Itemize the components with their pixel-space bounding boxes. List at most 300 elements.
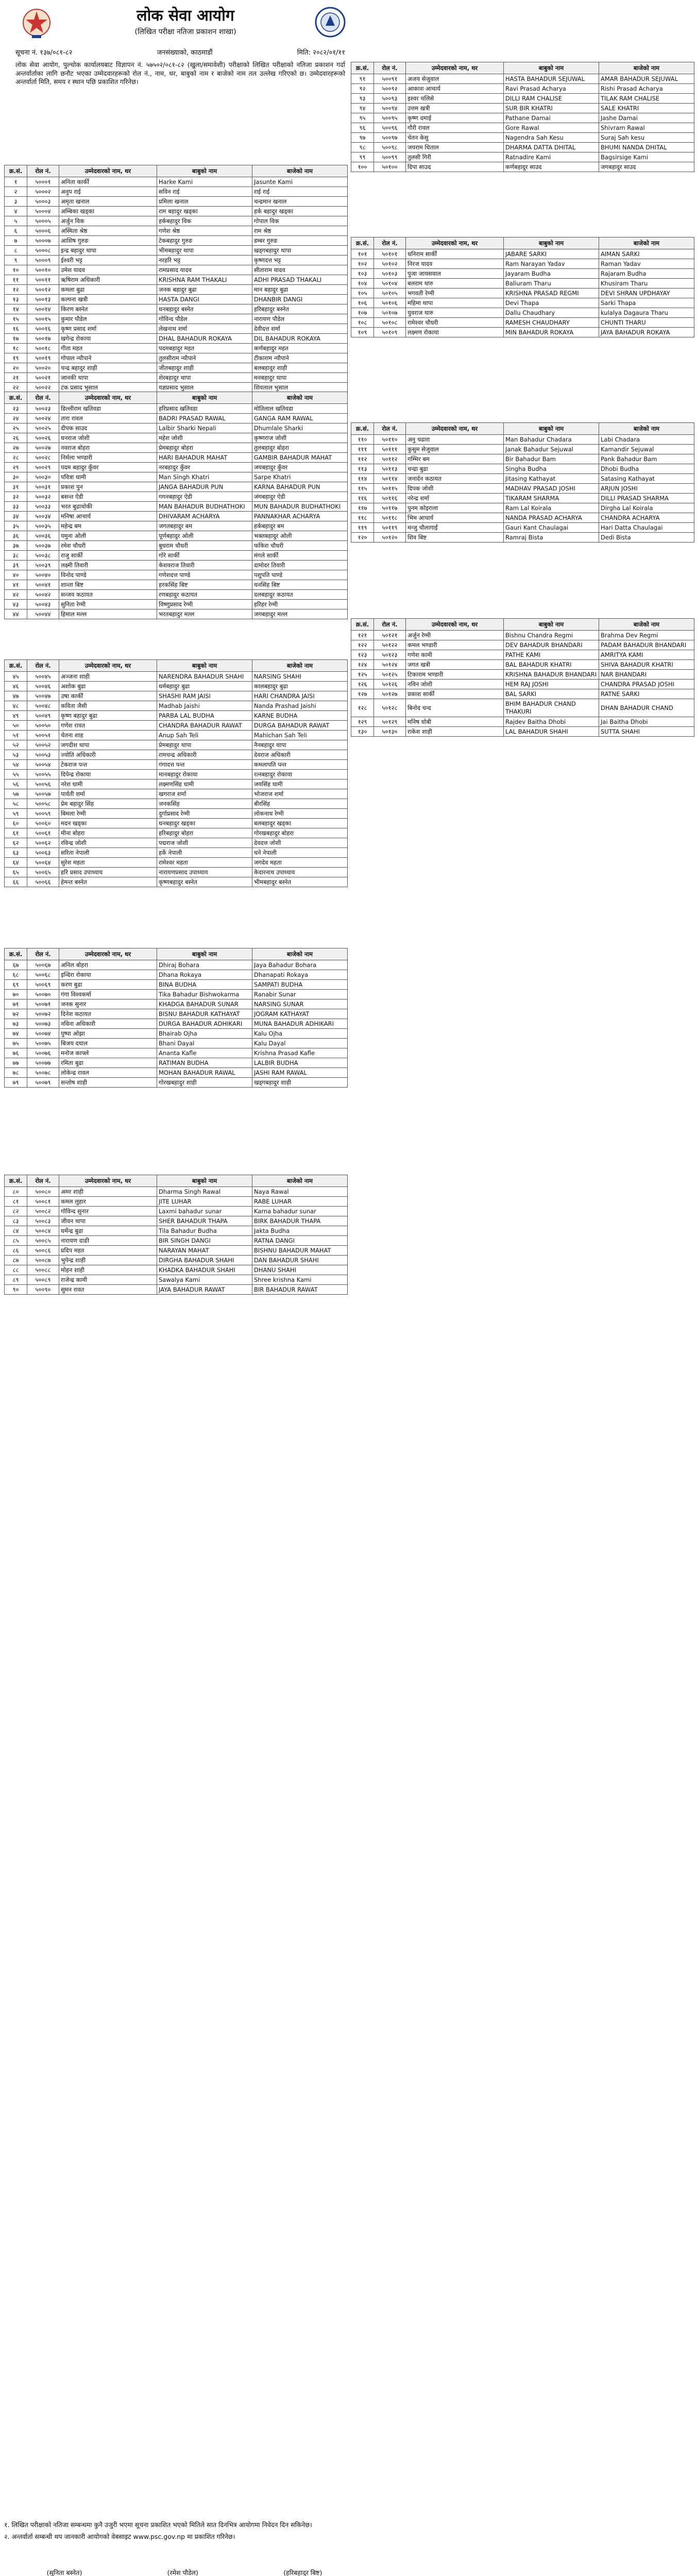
cell-name: रविन्द्र जोशी bbox=[59, 838, 157, 848]
table-row bbox=[351, 503, 694, 513]
cell-father: धर्मबहादुर बुढा bbox=[157, 682, 252, 691]
cell-sn: ७० bbox=[5, 990, 27, 999]
table-row bbox=[351, 84, 694, 94]
cell-grandfather: Suraj Sah kesu bbox=[599, 133, 694, 143]
cell-grandfather: Rishi Prasad Acharya bbox=[599, 84, 694, 94]
cell-father: Dallu Chaudhary bbox=[504, 308, 599, 318]
cell-name: अञ्जना शाही bbox=[59, 672, 157, 682]
cell-roll: ५००६१ bbox=[27, 828, 59, 838]
table-row bbox=[5, 819, 348, 828]
cell-name: राजु सार्की bbox=[59, 551, 157, 561]
cell-grandfather: जयबहादुर कुँवर bbox=[252, 463, 348, 472]
cell-roll: ५००९१ bbox=[374, 74, 406, 84]
cell-roll: ५००४२ bbox=[27, 590, 59, 600]
footer-notes bbox=[4, 2520, 693, 2544]
table-row bbox=[5, 672, 348, 682]
cell-roll: ५००१३ bbox=[27, 295, 59, 304]
cell-sn: ५६ bbox=[5, 779, 27, 789]
cell-father: धनबहादुर खड्का bbox=[157, 819, 252, 828]
cell-roll: ५०११० bbox=[374, 435, 406, 445]
cell-sn: ९३ bbox=[351, 94, 374, 104]
cell-name: अनिल बोहरा bbox=[59, 960, 157, 970]
result-table bbox=[4, 392, 348, 619]
table-row bbox=[5, 1207, 348, 1216]
table-row bbox=[5, 570, 348, 580]
cell-father: BADRI PRASAD RAWAL bbox=[157, 414, 252, 423]
table-row bbox=[5, 1226, 348, 1236]
cell-grandfather: कालबहादुर बुढा bbox=[252, 682, 348, 691]
cell-name: धनराज जोशी bbox=[59, 433, 157, 443]
cell-grandfather: BIR BAHADUR RAWAT bbox=[252, 1285, 348, 1295]
cell-name: अर्जुन रेग्मी bbox=[406, 631, 504, 640]
cell-sn: ३९ bbox=[5, 561, 27, 570]
cell-father: रामचन्द्र अधिकारी bbox=[157, 750, 252, 760]
cell-name: दिनेश कठायत bbox=[59, 1009, 157, 1019]
cell-roll: ५००४४ bbox=[27, 609, 59, 619]
column-header-grandfather: बाजेको नाम bbox=[252, 392, 348, 404]
cell-roll: ५००५२ bbox=[27, 740, 59, 750]
cell-grandfather: ARJUN JOSHI bbox=[599, 484, 694, 494]
cell-roll: ५०१०० bbox=[374, 162, 406, 172]
cell-sn: १४ bbox=[5, 304, 27, 314]
table-row bbox=[351, 680, 694, 689]
cell-grandfather: Labi Chadara bbox=[599, 435, 694, 445]
cell-name: पुष्पा ओझा bbox=[59, 1029, 157, 1039]
table-header-row bbox=[5, 948, 348, 960]
cell-grandfather: बीरसिंह bbox=[252, 799, 348, 809]
cell-name: मनिषा आचार्य bbox=[59, 512, 157, 521]
cell-father: केशवराज तिवारी bbox=[157, 561, 252, 570]
table-row bbox=[5, 521, 348, 531]
nepal-emblem-icon bbox=[21, 4, 53, 40]
table-row bbox=[351, 454, 694, 464]
cell-name: इन्द्र बहादुर थापा bbox=[59, 246, 157, 256]
cell-roll: ५००६० bbox=[27, 819, 59, 828]
cell-father: Ananta Kafle bbox=[157, 1048, 252, 1058]
cell-grandfather: Dedi Bista bbox=[599, 533, 694, 543]
cell-roll: ५०१०४ bbox=[374, 279, 406, 289]
cell-name: लक्ष्मी तिवारी bbox=[59, 561, 157, 570]
cell-grandfather: Shivram Rawal bbox=[599, 123, 694, 133]
cell-roll: ५००८५ bbox=[27, 1236, 59, 1246]
cell-sn: २३ bbox=[5, 404, 27, 414]
cell-name: टिकाराम भण्डारी bbox=[406, 670, 504, 680]
cell-roll: ५००२२ bbox=[27, 383, 59, 393]
cell-name: बसन्त ऐडी bbox=[59, 492, 157, 502]
table-row bbox=[5, 363, 348, 373]
cell-sn: १११ bbox=[351, 445, 374, 454]
cell-name: लक्ष्मण रोकाया bbox=[406, 328, 504, 337]
table-row bbox=[351, 259, 694, 269]
cell-father: KRISHNA PRASAD REGMI bbox=[504, 289, 599, 298]
result-table-3 bbox=[4, 659, 347, 887]
cell-sn: १२३ bbox=[351, 650, 374, 660]
cell-father: JABARE SARKI bbox=[504, 249, 599, 259]
cell-grandfather: देवीदत्त शर्मा bbox=[252, 324, 348, 334]
cell-name: बिमला रेग्मी bbox=[59, 809, 157, 819]
column-header-sn: क्र.सं. bbox=[351, 619, 374, 631]
cell-father: रणबहादुर कठायत bbox=[157, 590, 252, 600]
cell-roll: ५०१२२ bbox=[374, 640, 406, 650]
result-table bbox=[351, 62, 694, 172]
cell-father: MIN BAHADUR ROKAYA bbox=[504, 328, 599, 337]
cell-sn: २२ bbox=[5, 383, 27, 393]
cell-roll: ५००४९ bbox=[27, 711, 59, 721]
cell-grandfather: धने नेपाली bbox=[252, 848, 348, 858]
cell-name: ऋषिराम अधिकारी bbox=[59, 275, 157, 285]
cell-sn: ६ bbox=[5, 226, 27, 236]
column-header-grandfather: बाजेको नाम bbox=[599, 619, 694, 631]
table-row bbox=[5, 383, 348, 393]
cell-roll: ५०१२४ bbox=[374, 660, 406, 670]
cell-father: Man Bahadur Chadara bbox=[504, 435, 599, 445]
cell-sn: ४३ bbox=[5, 600, 27, 609]
cell-roll: ५०१०२ bbox=[374, 259, 406, 269]
cell-name: पार्वती शर्मा bbox=[59, 789, 157, 799]
column-header-grandfather: बाजेको नाम bbox=[252, 660, 348, 672]
table-row bbox=[351, 474, 694, 484]
cell-sn: १३ bbox=[5, 295, 27, 304]
cell-sn: १७ bbox=[5, 334, 27, 344]
cell-father: गोरखबहादुर शाही bbox=[157, 1078, 252, 1088]
cell-grandfather: Jakta Budha bbox=[252, 1226, 348, 1236]
cell-roll: ५००६९ bbox=[27, 980, 59, 990]
cell-sn: ७८ bbox=[5, 1068, 27, 1078]
table-row bbox=[5, 868, 348, 877]
cell-grandfather: DILLI PRASAD SHARMA bbox=[599, 494, 694, 503]
cell-father: Harke Kami bbox=[157, 177, 252, 187]
table-row bbox=[351, 123, 694, 133]
cell-grandfather: दलबहादुर कठायत bbox=[252, 590, 348, 600]
cell-name: डिल्लीराम खतिवडा bbox=[59, 404, 157, 414]
cell-grandfather: SUTTA SHAHI bbox=[599, 727, 694, 737]
cell-sn: ८४ bbox=[5, 1226, 27, 1236]
table-row bbox=[5, 828, 348, 838]
cell-father: गंगादत्त पन्त bbox=[157, 760, 252, 770]
cell-grandfather: हर्क बहादुर खड्का bbox=[252, 207, 348, 216]
cell-roll: ५००८६ bbox=[27, 1246, 59, 1256]
cell-sn: ८५ bbox=[5, 1236, 27, 1246]
cell-sn: १२५ bbox=[351, 670, 374, 680]
cell-father: SUR BIR KHATRI bbox=[504, 104, 599, 113]
cell-grandfather: RATNA DANGI bbox=[252, 1236, 348, 1246]
cell-sn: २० bbox=[5, 363, 27, 373]
cell-name: सुमन रावत bbox=[59, 1285, 157, 1295]
cell-father: PATHE KAMI bbox=[504, 650, 599, 660]
column-header-father: बाबुको नाम bbox=[504, 238, 599, 249]
column-header-grandfather: बाजेको नाम bbox=[599, 62, 694, 74]
cell-grandfather: हरिहर रेग्मी bbox=[252, 600, 348, 609]
cell-grandfather: Brahma Dev Regmi bbox=[599, 631, 694, 640]
cell-roll: ५००१८ bbox=[27, 344, 59, 353]
cell-roll: ५०१२९ bbox=[374, 717, 406, 727]
cell-roll: ५००४१ bbox=[27, 580, 59, 590]
cell-sn: १०२ bbox=[351, 259, 374, 269]
cell-sn: १३० bbox=[351, 727, 374, 737]
cell-grandfather: DEVI SHRAN UPDHAYAY bbox=[599, 289, 694, 298]
table-row bbox=[351, 143, 694, 152]
cell-father: हर्कबहादुर विक bbox=[157, 216, 252, 226]
table-row bbox=[5, 275, 348, 285]
cell-name: मनिष धोबी bbox=[406, 717, 504, 727]
cell-roll: ५०१२५ bbox=[374, 670, 406, 680]
cell-name: अस्मिता श्रेष्ठ bbox=[59, 226, 157, 236]
cell-father: Tika Bahadur Bishwokarma bbox=[157, 990, 252, 999]
cell-sn: २८ bbox=[5, 453, 27, 463]
cell-roll: ५००३४ bbox=[27, 512, 59, 521]
cell-sn: ८९ bbox=[5, 1275, 27, 1285]
table-row bbox=[5, 990, 348, 999]
cell-sn: ६७ bbox=[5, 960, 27, 970]
cell-grandfather: Kamandir Sejuwal bbox=[599, 445, 694, 454]
cell-father: BISNU BAHADUR KATHAYAT bbox=[157, 1009, 252, 1019]
cell-name: इश्वर चलिसे bbox=[406, 94, 504, 104]
cell-father: MADHAV PRASAD JOSHI bbox=[504, 484, 599, 494]
cell-roll: ५००१६ bbox=[27, 324, 59, 334]
cell-sn: १ bbox=[5, 177, 27, 187]
cell-grandfather: डम्बर गुरुङ bbox=[252, 236, 348, 246]
cell-grandfather: AIMAN SARKI bbox=[599, 249, 694, 259]
cell-sn: ९९ bbox=[351, 152, 374, 162]
cell-father: Nagendra Sah Kesu bbox=[504, 133, 599, 143]
cell-grandfather: हर्कबहादुर बम bbox=[252, 521, 348, 531]
cell-grandfather: Mahichan Sah Teli bbox=[252, 731, 348, 740]
cell-roll: ५००५४ bbox=[27, 760, 59, 770]
cell-roll: ५०११५ bbox=[374, 484, 406, 494]
cell-name: मदन खड्का bbox=[59, 819, 157, 828]
cell-name: विनोद पाण्डे bbox=[59, 570, 157, 580]
cell-sn: २४ bbox=[5, 414, 27, 423]
cell-name: दिपक जोशी bbox=[406, 484, 504, 494]
cell-sn: ४५ bbox=[5, 672, 27, 682]
cell-roll: ५०१२३ bbox=[374, 650, 406, 660]
column-header-father: बाबुको नाम bbox=[157, 660, 252, 672]
cell-roll: ५००९८ bbox=[374, 143, 406, 152]
cell-roll: ५०१०५ bbox=[374, 289, 406, 298]
cell-name: जगत खत्री bbox=[406, 660, 504, 670]
table-header-row bbox=[5, 1175, 348, 1187]
column-header-father: बाबुको नाम bbox=[504, 423, 599, 435]
table-header-row bbox=[5, 392, 348, 404]
cell-name: सन्जय कठायत bbox=[59, 590, 157, 600]
cell-sn: २९ bbox=[5, 463, 27, 472]
cell-sn: ३३ bbox=[5, 502, 27, 512]
cell-father: BAL BAHADUR KHATRI bbox=[504, 660, 599, 670]
table-row bbox=[5, 541, 348, 551]
cell-roll: ५००५८ bbox=[27, 799, 59, 809]
table-row bbox=[5, 1048, 348, 1058]
cell-sn: ११ bbox=[5, 275, 27, 285]
cell-roll: ५००५९ bbox=[27, 809, 59, 819]
table-row bbox=[351, 328, 694, 337]
cell-name: गणेश रावत bbox=[59, 721, 157, 731]
cell-sn: ७२ bbox=[5, 1009, 27, 1019]
cell-name: राकेश शाही bbox=[406, 727, 504, 737]
cell-sn: ९२ bbox=[351, 84, 374, 94]
cell-sn: २ bbox=[5, 187, 27, 197]
table-row bbox=[351, 162, 694, 172]
cell-father: DHIVARAM ACHARYA bbox=[157, 512, 252, 521]
cell-father: Rajdev Baitha Dhobi bbox=[504, 717, 599, 727]
cell-father: JANGA BAHADUR PUN bbox=[157, 482, 252, 492]
cell-name: गौरी रावल bbox=[406, 123, 504, 133]
cell-father: Janak Bahadur Sejuwal bbox=[504, 445, 599, 454]
cell-sn: १०४ bbox=[351, 279, 374, 289]
cell-grandfather: भीमबहादुर बस्नेत bbox=[252, 877, 348, 887]
cell-sn: ३४ bbox=[5, 512, 27, 521]
cell-father: गोरे सार्की bbox=[157, 551, 252, 561]
table-row bbox=[5, 701, 348, 711]
cell-name: रामेश्वर चौधरी bbox=[406, 318, 504, 328]
cell-name: नरेश धामी bbox=[59, 779, 157, 789]
cell-grandfather: Satasing Kathayat bbox=[599, 474, 694, 484]
cell-sn: १६ bbox=[5, 324, 27, 334]
column-header-sn: क्र.सं. bbox=[351, 423, 374, 435]
cell-name: दीपक साउद bbox=[59, 423, 157, 433]
cell-father: SHASHI RAM JAISI bbox=[157, 691, 252, 701]
table-row bbox=[351, 464, 694, 474]
header bbox=[0, 0, 697, 62]
cell-roll: ५०१२७ bbox=[374, 689, 406, 699]
cell-roll: ५००४६ bbox=[27, 682, 59, 691]
table-row bbox=[351, 533, 694, 543]
cell-roll: ५०१२१ bbox=[374, 631, 406, 640]
cell-sn: ३५ bbox=[5, 521, 27, 531]
cell-name: अर्जुन विक bbox=[59, 216, 157, 226]
cell-grandfather: देवराज अधिकारी bbox=[252, 750, 348, 760]
cell-roll: ५००२० bbox=[27, 363, 59, 373]
cell-father: NARENDRA BAHADUR SHAHI bbox=[157, 672, 252, 682]
cell-grandfather: ADHI PRASAD THAKALI bbox=[252, 275, 348, 285]
table-row bbox=[5, 848, 348, 858]
table-header-row bbox=[351, 619, 694, 631]
page-title: लोक सेवा आयोग bbox=[137, 7, 234, 25]
cell-grandfather: DHANU SHAHI bbox=[252, 1265, 348, 1275]
cell-father: कर्णबहादुर साउद bbox=[504, 162, 599, 172]
cell-name: पदम बहादुर कुँवर bbox=[59, 463, 157, 472]
cell-father: गोविन्द पौडेल bbox=[157, 314, 252, 324]
result-table bbox=[351, 618, 694, 737]
cell-roll: ५००९२ bbox=[374, 84, 406, 94]
cell-grandfather: AMAR BAHADUR SEJUWAL bbox=[599, 74, 694, 84]
cell-grandfather: तुलबहादुर बोहरा bbox=[252, 443, 348, 453]
cell-name: भरत बुढाथोकी bbox=[59, 502, 157, 512]
table-row bbox=[5, 1197, 348, 1207]
cell-sn: १२९ bbox=[351, 717, 374, 727]
notice-date: मिति: २०८२/०१/११ bbox=[297, 49, 345, 57]
result-table-1 bbox=[4, 165, 347, 393]
cell-roll: ५०१०९ bbox=[374, 328, 406, 337]
cell-father: पद्मराज जोशी bbox=[157, 838, 252, 848]
cell-roll: ५००४८ bbox=[27, 701, 59, 711]
table-row bbox=[5, 1216, 348, 1226]
result-table-5 bbox=[4, 1175, 347, 1295]
table-row bbox=[5, 760, 348, 770]
cell-grandfather: GANGA RAM RAWAL bbox=[252, 414, 348, 423]
cell-sn: ११० bbox=[351, 435, 374, 445]
table-row bbox=[351, 640, 694, 650]
cell-grandfather: JOGRAM KATHAYAT bbox=[252, 1009, 348, 1019]
cell-roll: ५००५१ bbox=[27, 731, 59, 740]
cell-roll: ५००२८ bbox=[27, 453, 59, 463]
cell-sn: १२० bbox=[351, 533, 374, 543]
cell-father: Madhab Jaishi bbox=[157, 701, 252, 711]
cell-name: कुसुम सेजुवाल bbox=[406, 445, 504, 454]
cell-grandfather: Sarki Thapa bbox=[599, 298, 694, 308]
cell-roll: ५००४३ bbox=[27, 600, 59, 609]
cell-sn: ११९ bbox=[351, 523, 374, 533]
cell-father: LAL BAHADUR SHAHI bbox=[504, 727, 599, 737]
cell-grandfather: KARNE BUDHA bbox=[252, 711, 348, 721]
cell-grandfather: Pank Bahadur Bam bbox=[599, 454, 694, 464]
cell-name: अनु चढारा bbox=[406, 435, 504, 445]
column-header-roll: रोल नं. bbox=[27, 165, 59, 177]
cell-grandfather: Kalu Ojha bbox=[252, 1029, 348, 1039]
table-row bbox=[351, 133, 694, 143]
cell-sn: १२ bbox=[5, 285, 27, 295]
cell-grandfather: धनसिंह बिष्ट bbox=[252, 580, 348, 590]
cell-father: Pathane Damai bbox=[504, 113, 599, 123]
table-row bbox=[351, 269, 694, 279]
cell-roll: ५००४७ bbox=[27, 691, 59, 701]
cell-name: जनार्दन कठायत bbox=[406, 474, 504, 484]
cell-roll: ५०००३ bbox=[27, 197, 59, 207]
table-row bbox=[351, 727, 694, 737]
cell-father: टेकबहादुर गुरुङ bbox=[157, 236, 252, 246]
cell-grandfather: Hari Datta Chaulagai bbox=[599, 523, 694, 533]
result-table-7 bbox=[351, 237, 694, 337]
cell-grandfather: DHAN BAHADUR CHAND bbox=[599, 699, 694, 717]
cell-grandfather: MUN BAHADUR BUDHATHOKI bbox=[252, 502, 348, 512]
column-header-roll: रोल नं. bbox=[374, 423, 406, 435]
cell-grandfather: CHANDRA PRASAD JOSHI bbox=[599, 680, 694, 689]
cell-father: जगतबहादुर बम bbox=[157, 521, 252, 531]
table-row bbox=[351, 94, 694, 104]
cell-name: तुलसी गिरी bbox=[406, 152, 504, 162]
cell-name: तारा रावल bbox=[59, 414, 157, 423]
cell-sn: १२७ bbox=[351, 689, 374, 699]
table-row bbox=[5, 246, 348, 256]
cell-sn: ३ bbox=[5, 197, 27, 207]
cell-father: Gore Rawal bbox=[504, 123, 599, 133]
table-row bbox=[5, 799, 348, 809]
cell-roll: ५००८२ bbox=[27, 1207, 59, 1216]
table-row bbox=[5, 1246, 348, 1256]
cell-grandfather: गोरखबहादुर बोहरा bbox=[252, 828, 348, 838]
cell-roll: ५०११७ bbox=[374, 503, 406, 513]
cell-roll: ५०१३० bbox=[374, 727, 406, 737]
cell-name: गोपाल न्यौपाने bbox=[59, 353, 157, 363]
column-header-name: उम्मेदवारको नाम, थर bbox=[59, 392, 157, 404]
column-header-roll: रोल नं. bbox=[374, 62, 406, 74]
cell-father: गणेश श्रेष्ठ bbox=[157, 226, 252, 236]
cell-sn: ४१ bbox=[5, 580, 27, 590]
cell-grandfather: BHUMI NANDA DHITAL bbox=[599, 143, 694, 152]
cell-name: अजय सेजुवाल bbox=[406, 74, 504, 84]
column-header-roll: रोल नं. bbox=[27, 948, 59, 960]
cell-name: गम्भिर बम bbox=[406, 454, 504, 464]
cell-sn: २१ bbox=[5, 373, 27, 383]
cell-sn: ३७ bbox=[5, 541, 27, 551]
cell-grandfather: Karna bahadur sunar bbox=[252, 1207, 348, 1216]
cell-father: हरकसिंह बिष्ट bbox=[157, 580, 252, 590]
table-row bbox=[5, 463, 348, 472]
cell-grandfather: NAR BHANDARI bbox=[599, 670, 694, 680]
cell-sn: ९ bbox=[5, 256, 27, 265]
cell-sn: ८० bbox=[5, 1187, 27, 1197]
cell-sn: ५९ bbox=[5, 809, 27, 819]
cell-grandfather: जगदेव महता bbox=[252, 858, 348, 868]
